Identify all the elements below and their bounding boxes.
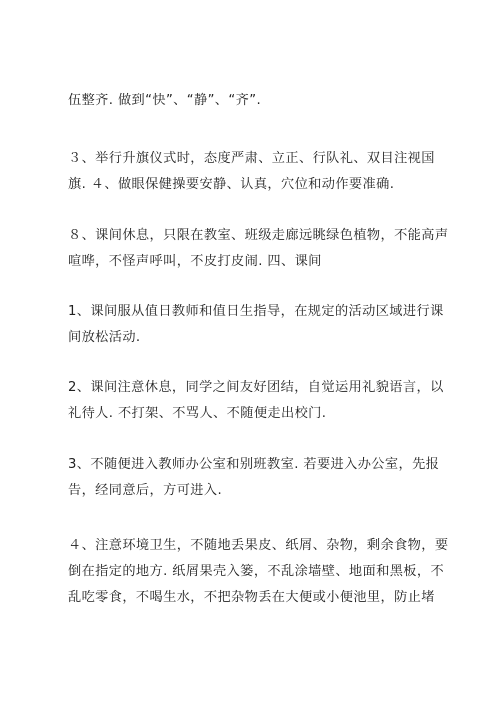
text-line: 喧哗，不怪声呼叫，不皮打皮闹. 四、课间 — [68, 254, 322, 269]
text-line: 间放松活动. — [68, 330, 141, 345]
text-line: 3、不随便进入教师办公室和别班教室. 若要进入办公室，先报 — [68, 457, 440, 472]
text-line: 倒在指定的地方. 纸屑果壳入篓，不乱涂墙壁、地面和黑板，不 — [68, 564, 445, 579]
paragraph-hygiene — [68, 533, 448, 611]
text-line: 乱吃零食，不喝生水，不把杂物丢在大便或小便池里，防止堵 — [68, 590, 435, 605]
paragraph-flag-ceremony — [68, 146, 448, 198]
paragraph-break-rule-3 — [68, 452, 448, 504]
text-line: 旗. ４、做眼保健操要安静、认真，穴位和动作要准确. — [68, 177, 395, 192]
paragraph-queue-order — [68, 88, 448, 114]
text-line: ４、注意环境卫生，不随地丢果皮、纸屑、杂物，剩余食物，要 — [68, 538, 449, 553]
text-line: 伍整齐. 做到“快”、“静”、“齐”. — [68, 93, 262, 108]
text-line: 礼待人. 不打架、不骂人、不随便走出校门. — [68, 406, 327, 421]
paragraph-break-rule-2 — [68, 375, 448, 427]
text-line: ８、课间休息，只限在教室、班级走廊远眺绿色植物，不能高声 — [68, 228, 449, 243]
text-line: 2、课间注意休息，同学之间友好团结，自觉运用礼貌语言，以 — [68, 380, 444, 395]
text-line: ３、举行升旗仪式时，态度严肃、立正、行队礼、双目注视国 — [68, 151, 435, 166]
text-line: 告，经同意后，方可进入. — [68, 483, 223, 498]
paragraph-break-rule-1 — [68, 299, 448, 351]
text-line: 1、课间服从值日教师和值日生指导，在规定的活动区域进行课 — [68, 304, 444, 319]
paragraph-break-rest — [68, 223, 448, 275]
